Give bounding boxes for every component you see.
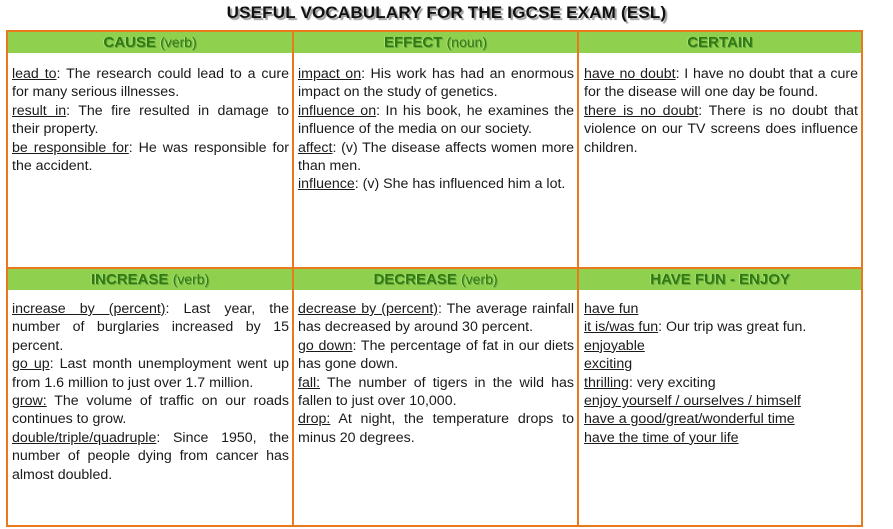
header-decrease <box>294 269 577 290</box>
entry-text: : There is no doubt that violence on our TV screens does influence children. <box>584 102 858 156</box>
vocabulary-table <box>6 30 863 527</box>
entry <box>298 175 574 193</box>
entry-term: be responsible for <box>12 139 129 156</box>
header-increase <box>8 269 292 290</box>
header-word: DECREASE <box>373 271 457 288</box>
cell-have-fun <box>584 300 858 447</box>
entry-term: affect <box>298 139 333 156</box>
page-title: USEFUL VOCABULARY FOR THE IGCSE EXAM (ESL) <box>226 3 667 22</box>
entry-term: there is no doubt <box>584 102 699 119</box>
entry-term: have no doubt <box>584 66 676 82</box>
entry-text: : The research could lead to a cure for many serious illnesses. <box>12 66 289 101</box>
entry-text: : Since 1950, the number of people dying from cancer has almost doubled. <box>12 429 289 483</box>
cell-increase <box>12 300 289 484</box>
entry-text: : (v) The disease affects women more than men. <box>298 139 574 175</box>
entry <box>584 300 858 318</box>
header-word: CAUSE <box>103 34 156 51</box>
entry-text: At night, the temperature drops to minus 20 degrees. <box>298 411 574 446</box>
cell-effect <box>298 65 574 194</box>
entry-term: influence <box>298 176 355 193</box>
entry-term: drop: <box>298 411 331 428</box>
entry-term: thrilling <box>584 374 629 391</box>
entry <box>584 410 858 428</box>
entry-text: : His work has had an enormous impact on the study of genetics. <box>298 66 574 101</box>
entry-text: : The average rainfall has decreased by around 30 percent. <box>298 301 574 336</box>
entry-term: enjoyable <box>584 337 645 354</box>
entry <box>298 300 574 337</box>
header-word: HAVE FUN - ENJOY <box>650 271 790 288</box>
entry-text: The volume of traffic on our roads continues to grow. <box>12 393 289 428</box>
header-word: EFFECT <box>384 34 443 51</box>
entry-term: exciting <box>584 356 633 373</box>
entry-term: grow: <box>12 393 47 410</box>
entry-text: : I have no doubt that a cure for the disease will one day be found. <box>584 66 858 101</box>
entry-term: lead to <box>12 66 57 82</box>
header-word: CERTAIN <box>687 34 753 51</box>
entry-text: : Our trip was great fun. <box>658 319 807 336</box>
entry-term: impact on <box>298 66 362 82</box>
entry-text: : (v) She has influenced him a lot. <box>354 176 566 193</box>
entry-text: : very exciting <box>628 374 716 391</box>
entry-term: decrease by (percent) <box>298 301 438 317</box>
entry <box>298 410 574 447</box>
entry-term: go down <box>298 337 353 354</box>
entry <box>584 337 858 355</box>
entry <box>298 102 574 139</box>
entry <box>12 429 289 484</box>
entry <box>298 65 574 102</box>
entry <box>12 392 289 429</box>
entry-text: : In his book, he examines the influence of the media on our society. <box>298 102 574 138</box>
entry <box>584 429 858 447</box>
entry <box>12 102 289 139</box>
header-certain <box>579 32 861 53</box>
entry-text: : Last month unemployment went up from 1.6 million to just over 1.7 million. <box>12 356 289 391</box>
header-cause <box>8 32 292 53</box>
header-word: INCREASE <box>90 271 169 288</box>
entry-term: enjoy yourself / ourselves / himself <box>584 393 801 410</box>
entry <box>12 65 289 102</box>
header-effect <box>294 32 577 53</box>
entry <box>584 355 858 373</box>
entry-text: : He was responsible for the accident. <box>12 139 289 175</box>
entry-text: : Last year, the number of burglaries increased by 15 percent. <box>12 301 289 354</box>
entry <box>584 374 858 392</box>
entry-term: influence on <box>298 102 377 119</box>
header-pos: (noun) <box>446 34 487 50</box>
entry-term: double/triple/quadruple <box>12 429 157 446</box>
entry <box>584 392 858 410</box>
header-pos: (verb) <box>172 271 210 287</box>
entry-text: : The fire resulted in damage to their property. <box>12 102 289 138</box>
entry-term: result in <box>12 102 67 119</box>
cell-cause <box>12 65 289 175</box>
entry-term: go up <box>12 356 50 373</box>
header-have-fun <box>579 269 861 290</box>
entry <box>584 65 858 102</box>
entry <box>298 337 574 374</box>
entry <box>584 318 858 336</box>
entry-term: increase by (percent) <box>12 301 166 317</box>
entry <box>584 102 858 157</box>
entry-term: have the time of your life <box>584 429 739 446</box>
cell-decrease <box>298 300 574 447</box>
entry <box>12 300 289 355</box>
entry-term: it is/was fun <box>584 319 659 336</box>
cell-certain <box>584 65 858 157</box>
entry-term: fall: <box>298 374 321 391</box>
entry-text: The number of tigers in the wild has fallen to just over 10,000. <box>298 374 574 410</box>
header-pos: (verb) <box>160 34 197 50</box>
entry-text: : The percentage of fat in our diets has gone down. <box>298 337 575 373</box>
header-pos: (verb) <box>460 271 498 287</box>
entry <box>298 139 574 176</box>
entry <box>12 139 289 176</box>
entry <box>12 355 289 392</box>
entry <box>298 374 574 411</box>
entry-term: have a good/great/wonderful time <box>584 411 795 428</box>
entry-term: have fun <box>584 301 639 317</box>
